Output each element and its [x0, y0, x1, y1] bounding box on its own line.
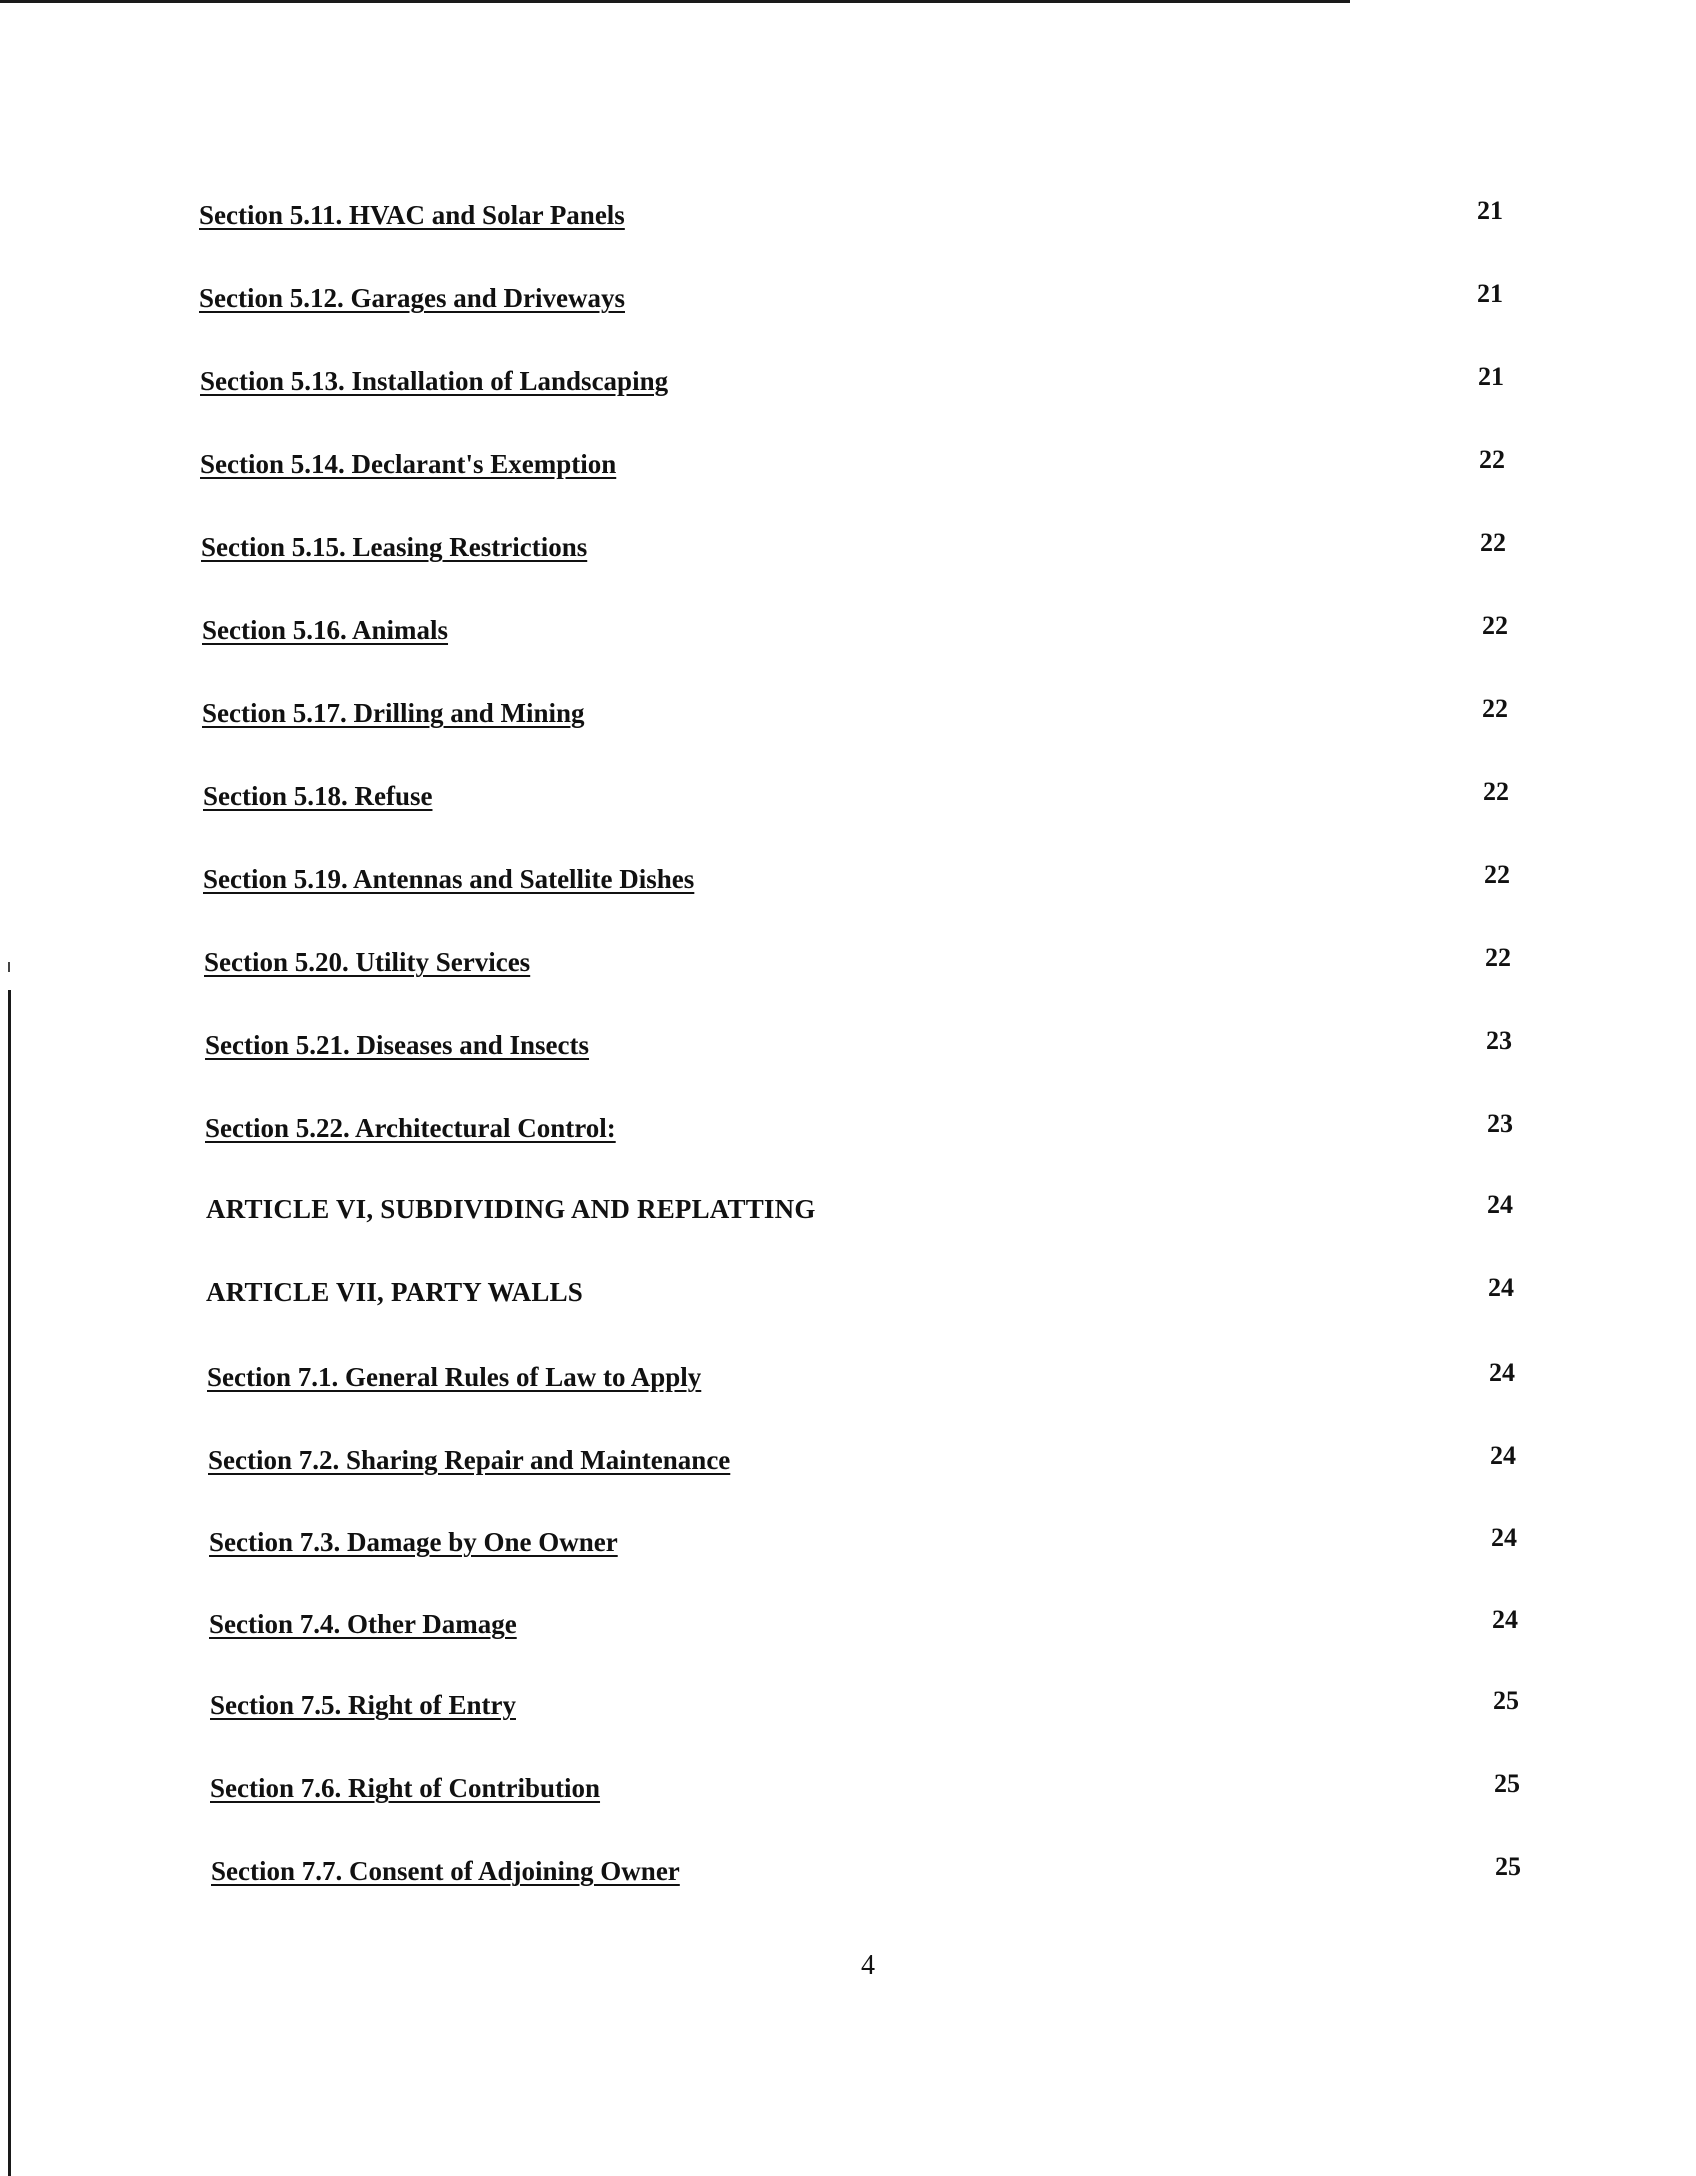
- toc-entry-title[interactable]: Section 5.22. Architectural Control:: [205, 1113, 616, 1143]
- toc-entry-title[interactable]: Section 5.18. Refuse: [203, 781, 433, 811]
- toc-entry-title[interactable]: Section 7.2. Sharing Repair and Maintenance: [208, 1445, 731, 1475]
- toc-entry-page: 22: [1482, 694, 1508, 723]
- toc-entry-title[interactable]: Section 5.13. Installation of Landscaping: [200, 366, 669, 396]
- page-number: 4: [861, 1950, 875, 1981]
- toc-entry-title[interactable]: Section 5.16. Animals: [202, 615, 449, 645]
- toc-entry-title[interactable]: Section 5.19. Antennas and Satellite Dishes: [203, 864, 695, 894]
- toc-entry-title[interactable]: Section 5.11. HVAC and Solar Panels: [199, 200, 625, 230]
- toc-entry-title[interactable]: Section 7.6. Right of Contribution: [210, 1773, 601, 1803]
- toc-entry-page: 24: [1491, 1523, 1517, 1552]
- toc-entry-page: 22: [1484, 860, 1510, 889]
- toc-entry-title[interactable]: Section 7.1. General Rules of Law to Apply: [207, 1362, 702, 1392]
- toc-entry-page: 22: [1479, 445, 1505, 474]
- toc-entry-page: 24: [1489, 1358, 1515, 1387]
- toc-entry-title[interactable]: Section 7.5. Right of Entry: [210, 1690, 516, 1720]
- toc-entry-title[interactable]: Section 5.17. Drilling and Mining: [202, 698, 585, 728]
- toc-entry-page: 22: [1483, 777, 1509, 806]
- toc-entry-page: 23: [1486, 1026, 1512, 1055]
- toc-entry-title[interactable]: Section 5.15. Leasing Restrictions: [201, 532, 588, 562]
- toc-entry-page: 22: [1485, 943, 1511, 972]
- toc-entry-title[interactable]: Section 5.20. Utility Services: [204, 947, 531, 977]
- toc-entry-page: 21: [1477, 196, 1503, 225]
- toc-entry-page: 24: [1488, 1273, 1514, 1302]
- toc-entry-title[interactable]: Section 7.4. Other Damage: [209, 1609, 517, 1639]
- toc-entry-title[interactable]: Section 7.7. Consent of Adjoining Owner: [211, 1856, 680, 1886]
- toc-entry-page: 23: [1487, 1109, 1513, 1138]
- toc-entry-page: 25: [1495, 1852, 1521, 1881]
- toc-entry-page: 21: [1478, 362, 1504, 391]
- toc-entry-page: 24: [1492, 1605, 1518, 1634]
- toc-entry-page: 24: [1490, 1441, 1516, 1470]
- toc-entry-title[interactable]: Section 5.14. Declarant's Exemption: [200, 449, 617, 479]
- toc-entry-title[interactable]: Section 5.12. Garages and Driveways: [199, 283, 625, 313]
- toc-article-title[interactable]: ARTICLE VI, SUBDIVIDING AND REPLATTING: [206, 1194, 816, 1224]
- toc-entry-page: 25: [1494, 1769, 1520, 1798]
- toc-entry-page: 22: [1480, 528, 1506, 557]
- toc-article-title[interactable]: ARTICLE VII, PARTY WALLS: [206, 1277, 583, 1307]
- toc-entry-page: 25: [1493, 1686, 1519, 1715]
- toc-entry-page: 21: [1477, 279, 1503, 308]
- toc-entry-page: 22: [1482, 611, 1508, 640]
- toc-entry-title[interactable]: Section 5.21. Diseases and Insects: [205, 1030, 590, 1060]
- toc-entry-title[interactable]: Section 7.3. Damage by One Owner: [209, 1527, 618, 1557]
- toc-entry-page: 24: [1487, 1190, 1513, 1219]
